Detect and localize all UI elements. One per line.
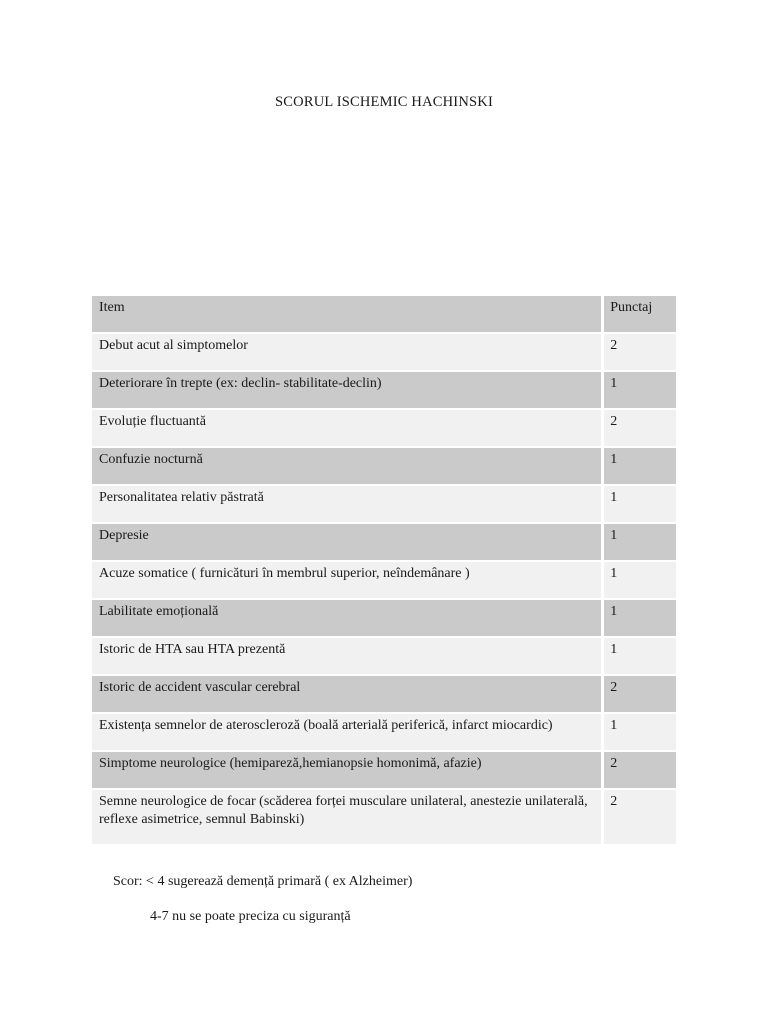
table-row (92, 334, 676, 372)
row-item: Debut acut al simptomelor (92, 334, 604, 372)
row-score: 2 (604, 790, 676, 846)
table-row (92, 410, 676, 448)
row-item: Personalitatea relativ păstrată (92, 486, 604, 524)
row-item: Depresie (92, 524, 604, 562)
row-score: 1 (604, 372, 676, 410)
table-row (92, 752, 676, 790)
table-row (92, 600, 676, 638)
table-row (92, 524, 676, 562)
row-score: 1 (604, 486, 676, 524)
row-item: Acuze somatice ( furnicături în membrul superior, neîndemânare ) (92, 562, 604, 600)
row-score: 2 (604, 752, 676, 790)
table-row (92, 676, 676, 714)
table-row (92, 562, 676, 600)
row-score: 2 (604, 334, 676, 372)
row-item: Evoluție fluctuantă (92, 410, 604, 448)
row-item: Semne neurologice de focar (scăderea forței musculare unilateral, anestezie unilaterală, reflexe asimetrice, semnul Babinski) (92, 790, 604, 846)
score-note-primary-dementia: Scor: < 4 sugerează demență primară ( ex Alzheimer) (113, 874, 413, 889)
table-header-row (92, 296, 676, 334)
document-title: SCORUL ISCHEMIC HACHINSKI (275, 94, 493, 110)
row-item: Confuzie nocturnă (92, 448, 604, 486)
table-row (92, 714, 676, 752)
table-row (92, 372, 676, 410)
row-item: Simptome neurologice (hemipareză,hemianopsie homonimă, afazie) (92, 752, 604, 790)
table-row (92, 448, 676, 486)
row-score: 1 (604, 448, 676, 486)
row-score: 1 (604, 524, 676, 562)
header-item: Item (92, 296, 604, 334)
table-row (92, 790, 676, 846)
row-item: Existența semnelor de ateroscleroză (boală arterială periferică, infarct miocardic) (92, 714, 604, 752)
header-score: Punctaj (604, 296, 676, 334)
row-item: Istoric de HTA sau HTA prezentă (92, 638, 604, 676)
table-row (92, 486, 676, 524)
row-item: Labilitate emoțională (92, 600, 604, 638)
row-score: 2 (604, 676, 676, 714)
row-item: Istoric de accident vascular cerebral (92, 676, 604, 714)
score-note-uncertain: 4-7 nu se poate preciza cu siguranță (150, 909, 351, 924)
row-item: Deteriorare în trepte (ex: declin- stabilitate-declin) (92, 372, 604, 410)
table-row (92, 638, 676, 676)
row-score: 1 (604, 600, 676, 638)
row-score: 1 (604, 562, 676, 600)
row-score: 2 (604, 410, 676, 448)
row-score: 1 (604, 638, 676, 676)
row-score: 1 (604, 714, 676, 752)
hachinski-score-table (92, 296, 676, 846)
